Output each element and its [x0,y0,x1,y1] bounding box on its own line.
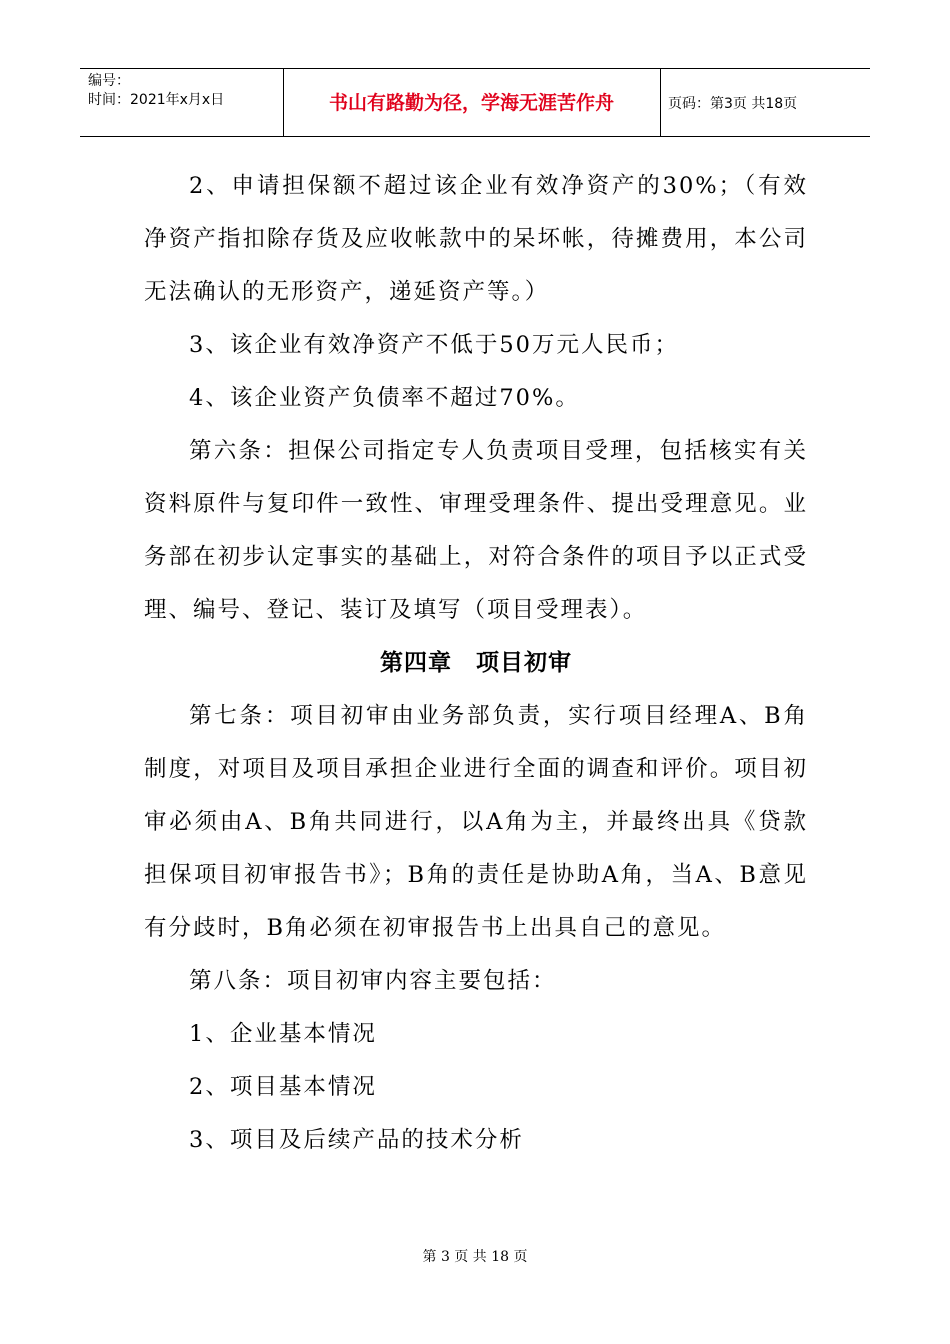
paragraph: 第六条：担保公司指定专人负责项目受理，包括核实有关资料原件与复印件一致性、审理受理条件、提出受理意见。业务部在初步认定事实的基础上，对符合条件的项目予以正式受理、编号、登记、装订及填写（项目受理表）。 [144,438,808,623]
paragraph: 第八条：项目初审内容主要包括： [189,968,557,994]
time-label: 时间：2021年x月x日 [88,92,225,108]
header-top-rule [80,68,870,69]
header-divider-right [660,68,661,136]
header-motto: 书山有路勤为径，学海无涯苦作舟 [328,92,614,114]
paragraph: 2、项目基本情况 [189,1074,377,1100]
chapter-heading: 第四章 项目初审 [380,650,572,676]
document-body [144,160,808,1167]
paragraph: 1、企业基本情况 [189,1021,377,1047]
paragraph: 4、该企业资产负债率不超过70%。 [189,385,580,411]
paragraph: 3、项目及后续产品的技术分析 [189,1127,524,1153]
header-meta [88,72,224,110]
paragraph: 第七条：项目初审由业务部负责，实行项目经理A、B角制度，对项目及项目承担企业进行全面的调查和评价。项目初审必须由A、B角共同进行，以A角为主，并最终出具《贷款担保项目初审报告书》；B角的责任是协助A角，当A、B意见有分歧时，B角必须在初审报告书上出具自己的意见。 [144,703,808,941]
number-label: 编号： [88,73,130,89]
header-bottom-rule [80,136,870,137]
page-footer: 第 3 页 共 18 页 [422,1249,528,1265]
header-page-info: 页码：第3页 共18页 [668,96,798,112]
paragraph: 3、该企业有效净资产不低于50万元人民币； [189,332,679,358]
paragraph: 2、申请担保额不超过该企业有效净资产的30%；（有效净资产指扣除存货及应收帐款中的呆坏帐，待摊费用，本公司无法确认的无形资产，递延资产等。） [144,173,808,305]
